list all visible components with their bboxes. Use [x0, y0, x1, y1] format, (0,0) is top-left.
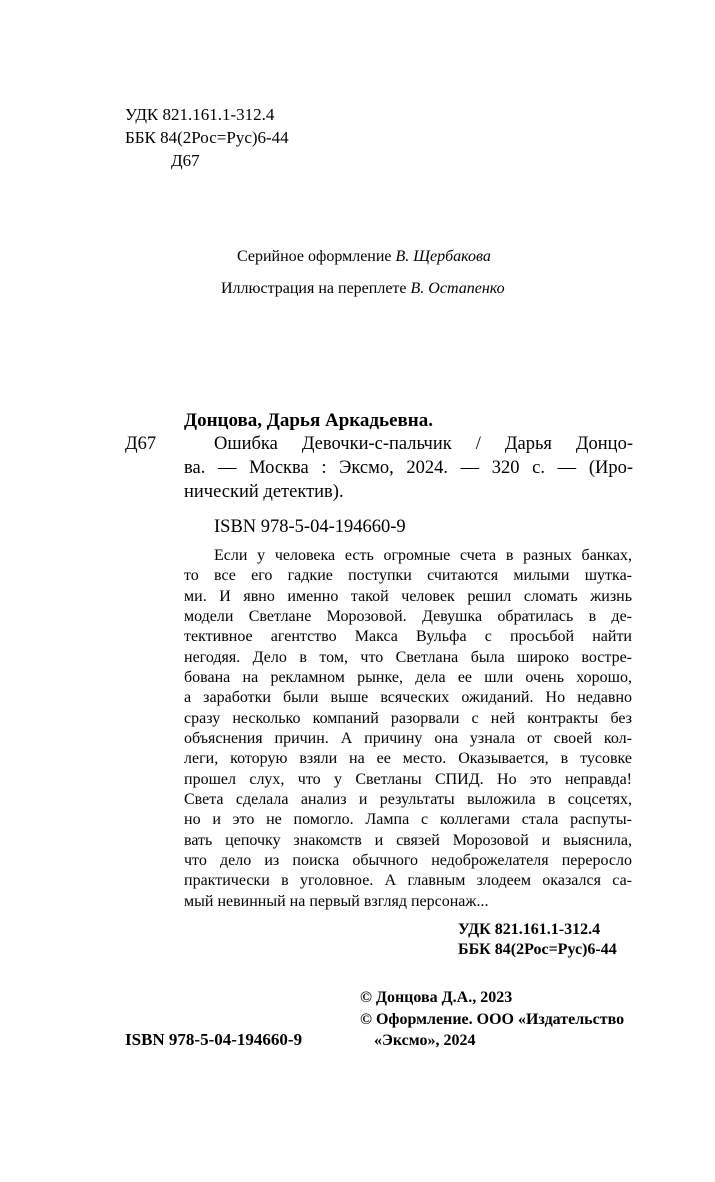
copyright-design-line: «Эксмо», 2024 [374, 1032, 476, 1049]
annotation-line: негодяя. Дело в том, что Светлана была широко востре- [184, 649, 632, 666]
bbk-code: ББК 84(2Рос=Рус)6-44 [125, 128, 289, 147]
catalog-description-line: нический детектив). [184, 482, 344, 502]
imprint-isbn: ISBN 978-5-04-194660-9 [125, 1030, 303, 1049]
catalog-author-heading: Донцова, Дарья Аркадьевна. [184, 410, 433, 431]
annotation-line: бована на рекламном рынке, дела ее шли очень хорошо, [184, 669, 632, 686]
catalog-isbn: ISBN 978-5-04-194660-9 [214, 517, 406, 537]
udk-code: УДК 821.161.1-312.4 [125, 105, 275, 124]
series-design-name: В. Щербакова [395, 248, 491, 265]
annotation-line: но и это не помогло. Лампа с коллегами стала распуты- [184, 811, 632, 828]
catalog-author-mark: Д67 [125, 434, 157, 454]
cover-illustration-credit [221, 279, 505, 298]
annotation-line: то все его гадкие поступки считаются милыми шутка- [184, 567, 632, 584]
annotation-line: сразу несколько компаний разорвали с ней контракты без [184, 710, 632, 727]
series-design-label: Серийное оформление [237, 248, 392, 265]
annotation-line: тективное агентство Макса Вульфа с просьбой найти [184, 628, 632, 645]
cover-illustration-name: В. Остапенко [410, 280, 505, 297]
bottom-udk-code: УДК 821.161.1-312.4 [458, 921, 601, 938]
series-design-credit [237, 247, 491, 266]
annotation-line: ми. И явно именно такой человек решил сломать жизнь [184, 588, 632, 605]
copyright-author: © Донцова Д.А., 2023 [360, 989, 513, 1006]
annotation-line: модели Светлане Морозовой. Девушка обратилась в де- [184, 608, 632, 625]
catalog-description-line: Ошибка Девочки-с-пальчик / Дарья Донцо- [214, 434, 633, 454]
annotation-line: леги, которую взяли на ее место. Оказывается, в тусовке [184, 750, 632, 767]
annotation-line: прошел слух, что у Светланы СПИД. Но это неправда! [184, 771, 632, 788]
catalog-description-line: ва. — Москва : Эксмо, 2024. — 320 с. — (Иро- [184, 458, 633, 478]
bottom-bbk-code: ББК 84(2Рос=Рус)6-44 [458, 941, 617, 958]
annotation-line: Света сделала анализ и результаты выложила в соцсетях, [184, 791, 632, 808]
annotation-line: Если у человека есть огромные счета в разных банках, [214, 547, 632, 564]
author-mark: Д67 [171, 151, 200, 170]
annotation-line: практически в уголовное. А главным злодеем оказался са- [184, 872, 632, 889]
annotation-line: что дело из поиска обычного недоброжелателя переросло [184, 852, 632, 869]
annotation-line: объяснения причин. А причину она узнала от своей кол- [184, 730, 632, 747]
copyright-design-line: © Оформление. ООО «Издательство [360, 1011, 625, 1028]
annotation-line: а заработки были выше всяческих ожиданий. Но недавно [184, 689, 632, 706]
annotation-line: мый невинный на первый взгляд персонаж... [184, 893, 489, 910]
cover-illustration-label: Иллюстрация на переплете [221, 280, 407, 297]
annotation-line: вать цепочку знакомств и связей Морозовой и выяснила, [184, 832, 632, 849]
